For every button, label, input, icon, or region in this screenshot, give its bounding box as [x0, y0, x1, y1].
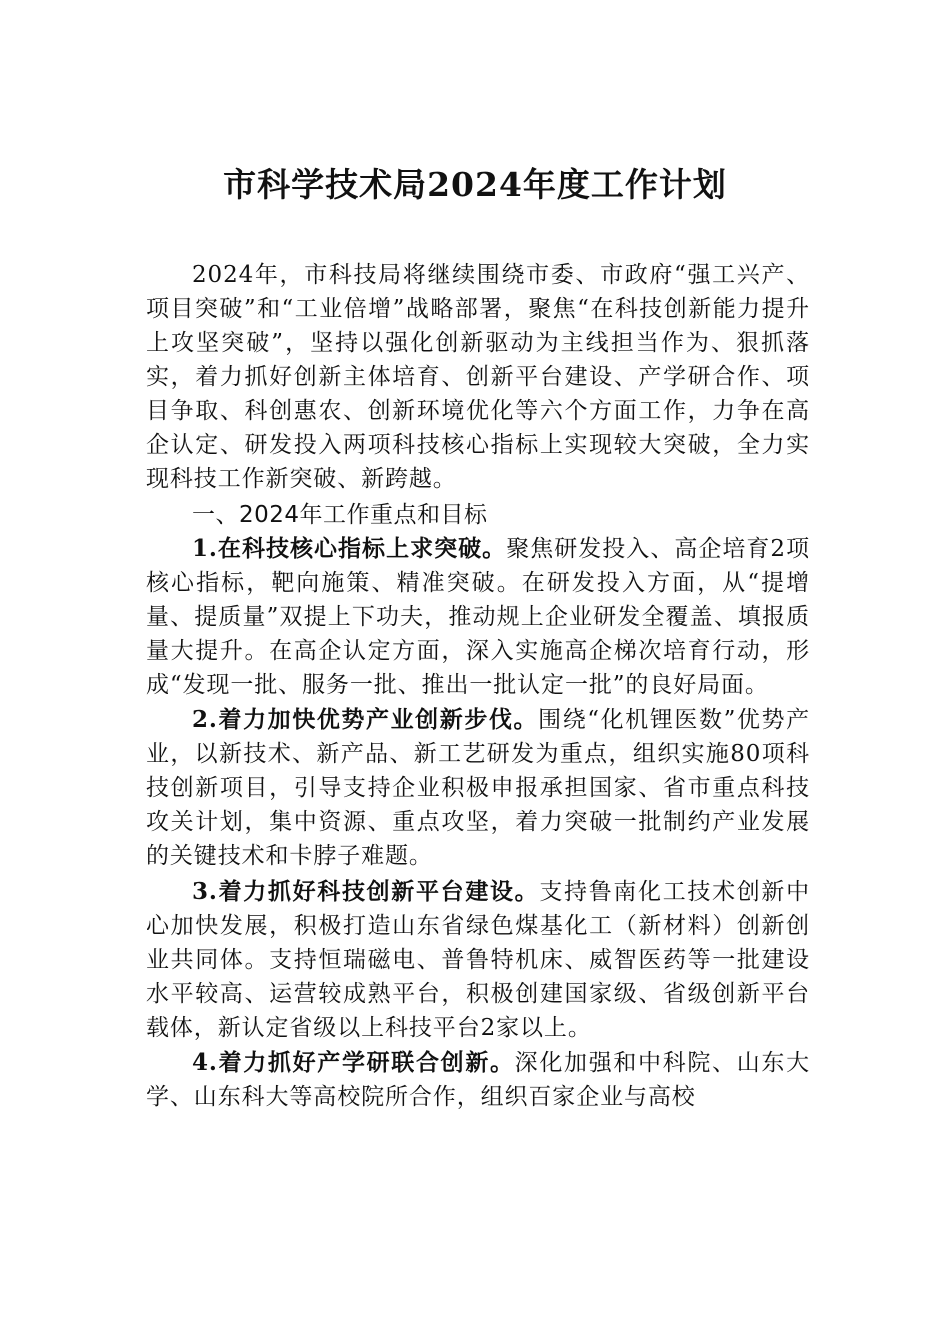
item-text: 围绕“化机锂医数”优势产业，以新技术、新产品、新工艺研发为重点，组织实施80项科技创新项目，引导支持企业积极申报承担国家、省市重点科技攻关计划，集中资源、重点攻坚，着力突破一批制约产业发展的关键技术和卡脖子难题。: [146, 707, 810, 869]
item-paragraph-3: [146, 875, 810, 1045]
item-paragraph-2: [146, 703, 810, 873]
item-paragraph-4: [146, 1046, 810, 1114]
intro-paragraph: 2024年，市科技局将继续围绕市委、市政府“强工兴产、项目突破”和“工业倍增”战略部署，聚焦“在科技创新能力提升上攻坚突破”，坚持以强化创新驱动为主线担当作为、狠抓落实，着力抓好创新主体培育、创新平台建设、产学研合作、项目争取、科创惠农、创新环境优化等六个方面工作，力争在高企认定、研发投入两项科技核心指标上实现较大突破，全力实现科技工作新突破、新跨越。: [146, 262, 810, 492]
item-paragraph-1: [146, 532, 810, 702]
section-heading: 一、2024年工作重点和目标: [192, 501, 488, 528]
item-lead: 2.着力加快优势产业创新步伐。: [192, 706, 539, 733]
document-body: [146, 258, 810, 1114]
item-lead: 4.着力抓好产学研联合创新。: [192, 1049, 515, 1076]
item-lead: 1.在科技核心指标上求突破。: [192, 534, 507, 562]
document-title: 市科学技术局2024年度工作计划: [223, 165, 727, 204]
item-text: 支持鲁南化工技术创新中心加快发展，积极打造山东省绿色煤基化工（新材料）创新创业共同体。支持恒瑞磁电、普鲁特机床、威智医药等一批建设水平较高、运营较成熟平台，积极创建国家级、省级创新平台载体，新认定省级以上科技平台2家以上。: [146, 878, 811, 1041]
item-text: 聚焦研发投入、高企培育2项核心指标，靶向施策、精准突破。在研发投入方面，从“提增量、提质量”双提上下功夫，推动规上企业研发全覆盖、填报质量大提升。在高企认定方面，深入实施高企梯次培育行动，形成“发现一批、服务一批、推出一批认定一批”的良好局面。: [146, 535, 810, 698]
item-lead: 3.着力抓好科技创新平台建设。: [192, 877, 540, 905]
item-text: 深化加强和中科院、山东大学、山东科大等高校院所合作，组织百家企业与高校: [146, 1050, 810, 1110]
